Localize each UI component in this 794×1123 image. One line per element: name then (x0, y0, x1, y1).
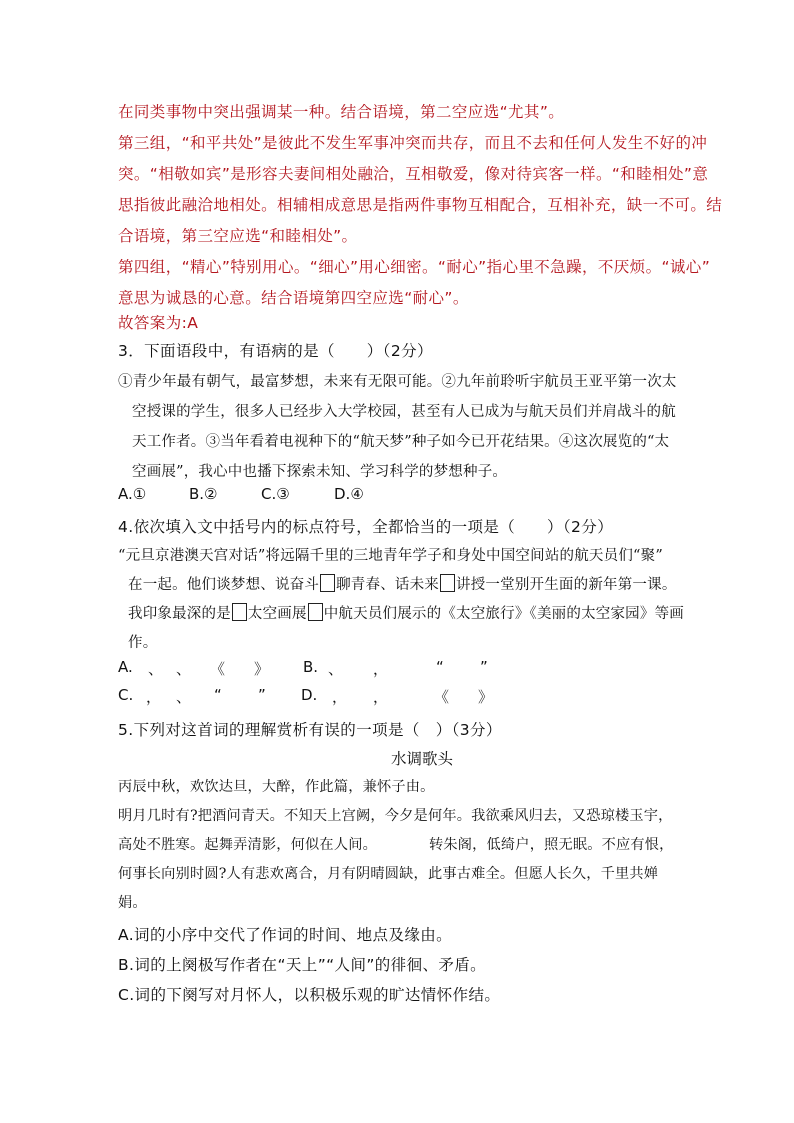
q3-passage (118, 367, 726, 487)
q4-option-a-mark: 《 (210, 660, 226, 678)
explanation-line: 突。“相敬如宾”是形容夫妻间相处融洽，互相敬爱，像对待宾客一样。“和睦相处”意 (118, 165, 709, 183)
blank-box (440, 574, 455, 592)
q4-passage-line (118, 600, 736, 629)
q4-option-a-mark: 》 (254, 660, 270, 678)
q4-option-b-mark: 、 (328, 660, 344, 678)
q4-option-d-mark: ， (332, 688, 348, 706)
poem-line: 何事长向别时圆?人有悲欢离合，月有阴晴圆缺，此事古难全。但愿人长久，千里共婵 (118, 866, 659, 882)
q3-stem: 3．下面语段中，有语病的是（ ）（2分） (118, 342, 433, 360)
q4-text: 讲授一堂别开生面的新年第一课。 (456, 577, 677, 593)
explanation-line: 第四组，“精心”特别用心。“细心”用心细密。“耐心”指心里不急躁，不厌烦。“诚心” (118, 258, 711, 276)
q4-option-c-mark: “ (214, 686, 222, 704)
blank-box (320, 574, 335, 592)
poem-title: 水调歌头 (390, 750, 453, 768)
blank-box (232, 603, 247, 621)
q4-passage (118, 542, 736, 658)
q4-text: 聊青春、话未来 (336, 577, 440, 593)
q3-passage-line: 天工作者。③当年看着电视种下的“航天梦”种子如今已开花结果。④这次展览的“太 (132, 434, 670, 450)
q4-option-d-letter[interactable]: D. (301, 686, 318, 704)
explanation-group4 (118, 252, 726, 314)
q4-option-a-mark: 、 (148, 660, 164, 678)
q4-option-c-mark: 、 (176, 688, 192, 706)
q3-option-a[interactable]: A.① (118, 485, 147, 503)
poem-line (118, 831, 726, 860)
explanation-line: 在同类事物中突出强调某一种。结合语境，第二空应选“尤其”。 (118, 103, 565, 121)
q3-option-c[interactable]: C.③ (261, 485, 290, 503)
explanation-line: 合语境，第三空应选“和睦相处”。 (118, 227, 358, 245)
q4-option-b-mark: ” (480, 658, 488, 676)
poem-segment: 高处不胜寒。起舞弄清影，何似在人间。 (118, 837, 377, 853)
q3-passage-line: ①青少年最有朝气，最富梦想，未来有无限可能。②九年前聆听宇航员王亚平第一次太 (118, 374, 677, 390)
q4-passage-line: “元旦京港澳天宫对话”将远隔千里的三地青年学子和身处中国空间站的航天员们“聚” (118, 548, 663, 564)
q3-passage-line: 空画展”，我心中也播下探索未知、学习科学的梦想种子。 (132, 464, 508, 480)
explanation-line: 意思为诚恳的心意。结合语境第四空应选“耐心”。 (118, 289, 469, 307)
poem-segment: 转朱阁，低绮户，照无眠。不应有恨， (428, 837, 674, 853)
q4-option-row (118, 686, 726, 714)
q4-option-row (118, 658, 726, 686)
q4-text: 在一起。他们谈梦想、说奋斗 (128, 577, 320, 593)
q4-passage-line: 作。 (128, 635, 158, 651)
q4-option-d-mark: ， (373, 688, 389, 706)
q4-option-c-mark: ” (258, 686, 266, 704)
q3-option-b[interactable]: B.② (189, 485, 218, 503)
q4-option-c-letter[interactable]: C. (118, 686, 134, 704)
q4-option-b-mark: “ (436, 658, 444, 676)
q5-stem: 5.下列对这首词的理解赏析有误的一项是（ ）（3分） (118, 721, 502, 739)
poem-line: 明月几时有?把酒问青天。不知天上宫阙，今夕是何年。我欲乘风归去，又恐琼楼玉宇， (118, 808, 673, 824)
explanation-group3 (118, 128, 726, 252)
q3-passage-line: 空授课的学生，很多人已经步入大学校园，甚至有人已成为与航天员们并肩战斗的航 (132, 404, 676, 420)
q4-option-a-mark: 、 (176, 660, 192, 678)
explanation-line: 第三组，“和平共处”是彼此不发生军事冲突而共存，而且不去和任何人发生不好的冲 (118, 134, 708, 152)
q4-option-a-letter[interactable]: A. (118, 658, 133, 676)
q4-text: 中航天员们展示的《太空旅行》《美丽的太空家园》等画 (323, 606, 684, 622)
q4-option-d-mark: 》 (478, 688, 494, 706)
blank-box (308, 603, 323, 621)
q4-passage-line (118, 571, 736, 600)
q3-options (118, 485, 726, 513)
explanation-line: 思指彼此融洽地相处。相辅相成意思是指两件事物互相配合，互相补充，缺一不可。结 (118, 196, 723, 214)
answer-line: 故答案为:A (118, 314, 199, 332)
q4-option-d-mark: 《 (434, 688, 450, 706)
q4-text: 我印象最深的是 (128, 606, 231, 622)
poem-body (118, 773, 726, 918)
q5-option-a[interactable]: A.词的小序中交代了作词的时间、地点及缘由。 (118, 926, 453, 944)
q4-option-c-mark: ， (146, 688, 162, 706)
q4-option-b-letter[interactable]: B. (303, 658, 319, 676)
q5-option-b[interactable]: B.词的上阕极写作者在“天上”“人间”的徘徊、矛盾。 (118, 956, 487, 974)
poem-line: 娟。 (118, 895, 147, 911)
q5-option-c[interactable]: C.词的下阕写对月怀人，以积极乐观的旷达情怀作结。 (118, 986, 501, 1004)
q5-options (118, 920, 726, 1010)
q4-stem: 4.依次填入文中括号内的标点符号，全都恰当的一项是（ ）（2分） (118, 518, 614, 536)
q3-option-d[interactable]: D.④ (334, 485, 364, 503)
poem-preface: 丙辰中秋，欢饮达旦，大醉，作此篇，兼怀子由。 (118, 779, 435, 795)
q4-option-b-mark: ， (373, 660, 389, 678)
q4-text: 太空画展 (247, 606, 307, 622)
